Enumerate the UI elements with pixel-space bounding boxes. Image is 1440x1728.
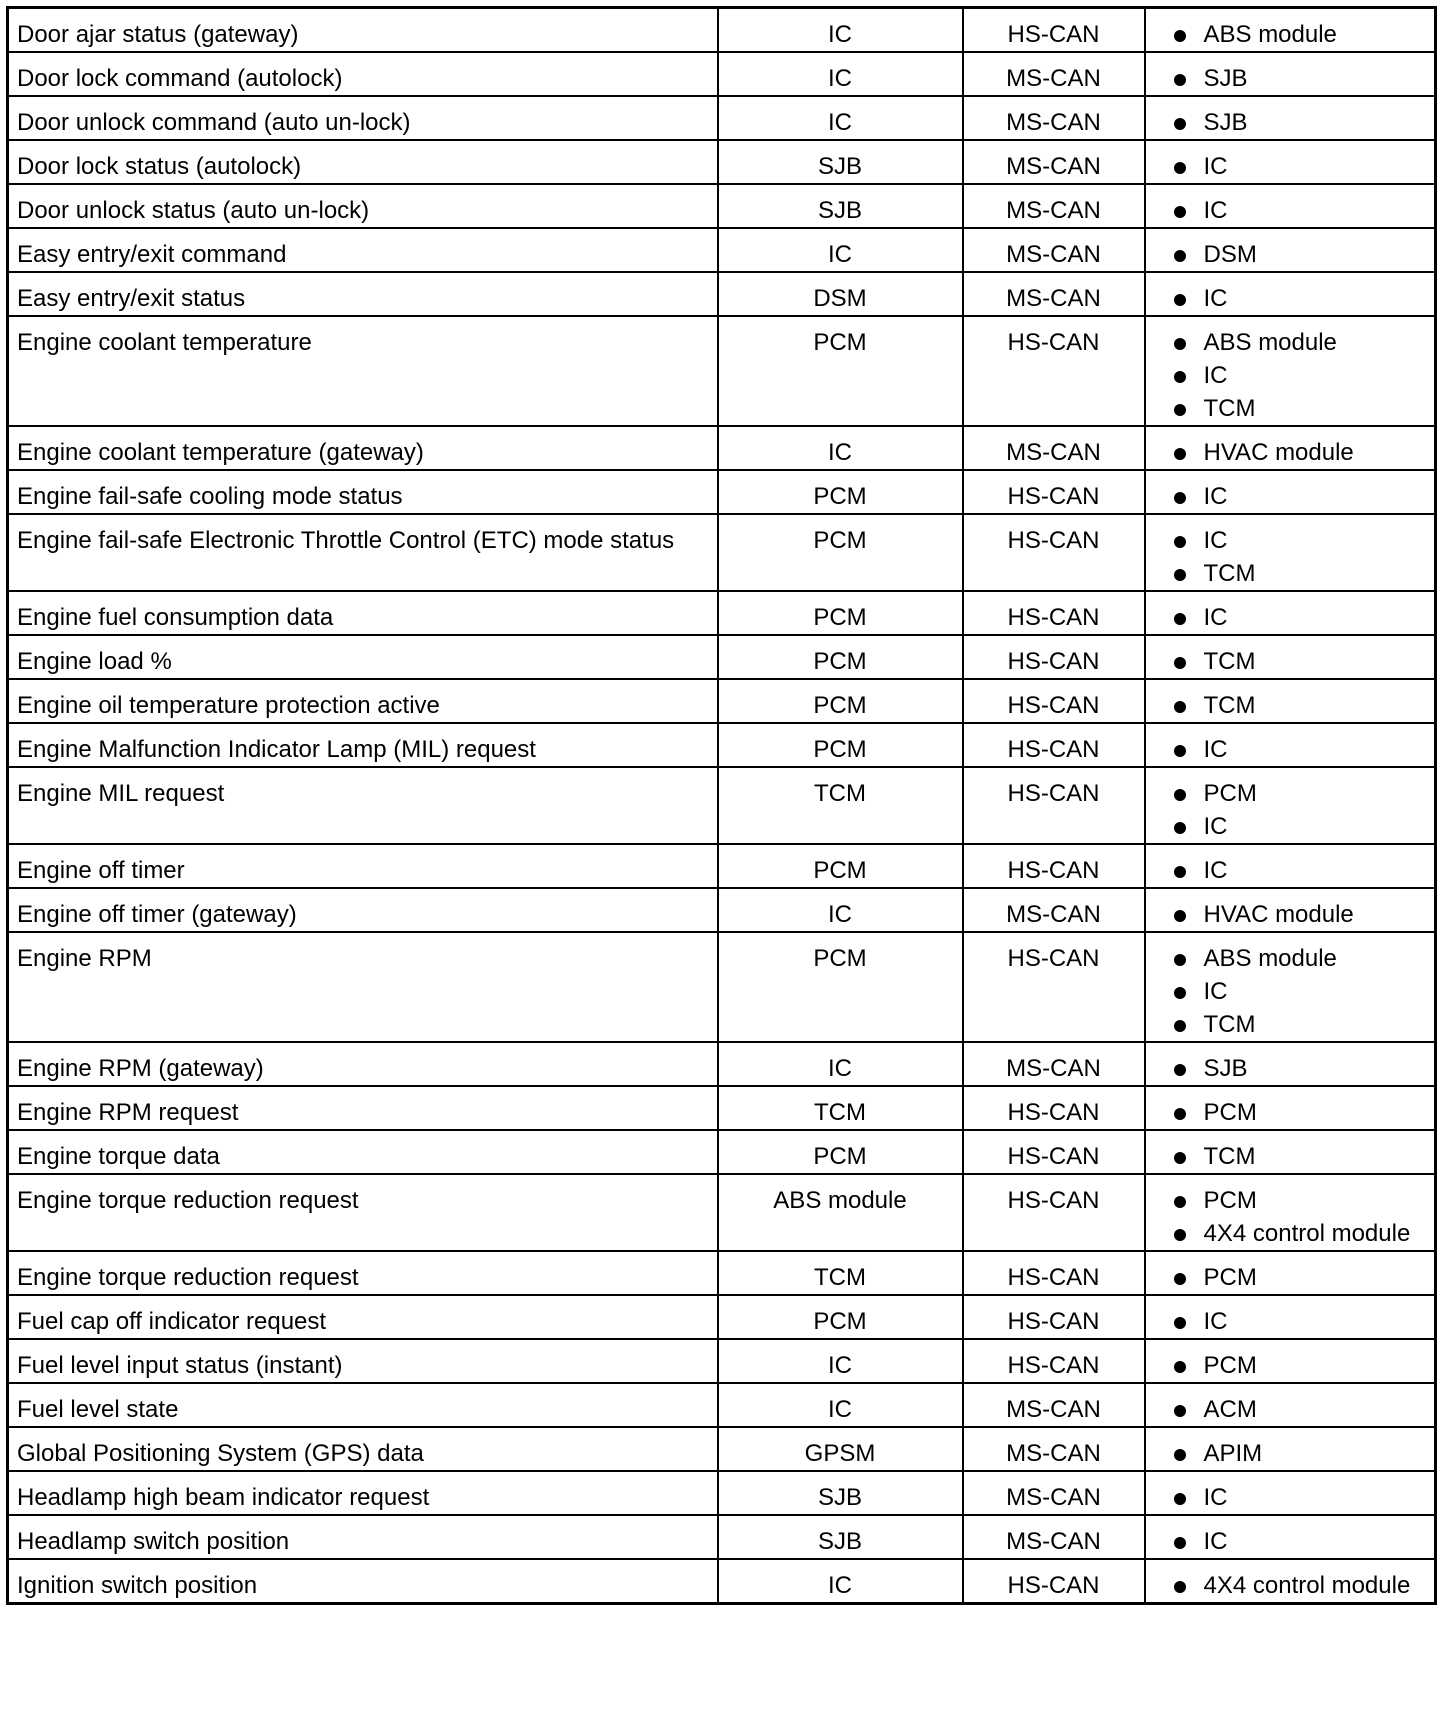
receivers-cell [1145, 723, 1436, 767]
receiver-item: TCM [1154, 392, 1427, 425]
receiver-item: PCM [1154, 1349, 1427, 1382]
network-cell: MS-CAN [963, 228, 1145, 272]
table-row [8, 1295, 1436, 1339]
receiver-list [1154, 645, 1427, 678]
source-module-cell: PCM [718, 1295, 963, 1339]
source-module-cell: IC [718, 8, 963, 53]
can-signal-table [6, 6, 1437, 1605]
source-module-cell: IC [718, 1559, 963, 1604]
table-row [8, 1515, 1436, 1559]
table-row [8, 1130, 1436, 1174]
table-row [8, 932, 1436, 1042]
signal-name-cell: Door unlock command (auto un-lock) [8, 96, 718, 140]
receiver-list [1154, 1184, 1427, 1250]
receiver-item: IC [1154, 194, 1427, 227]
receiver-list [1154, 1393, 1427, 1426]
network-cell: HS-CAN [963, 767, 1145, 844]
table-row [8, 1383, 1436, 1427]
signal-name-cell: Fuel level state [8, 1383, 718, 1427]
source-module-cell: DSM [718, 272, 963, 316]
receivers-cell [1145, 1427, 1436, 1471]
network-cell: HS-CAN [963, 1559, 1145, 1604]
receiver-list [1154, 62, 1427, 95]
receiver-list [1154, 150, 1427, 183]
network-cell: HS-CAN [963, 1295, 1145, 1339]
table-row [8, 1427, 1436, 1471]
receiver-list [1154, 238, 1427, 271]
source-module-cell: IC [718, 1383, 963, 1427]
receivers-cell [1145, 1295, 1436, 1339]
receivers-cell [1145, 1559, 1436, 1604]
signal-name-cell: Fuel level input status (instant) [8, 1339, 718, 1383]
receivers-cell [1145, 635, 1436, 679]
receivers-cell [1145, 1174, 1436, 1251]
source-module-cell: ABS module [718, 1174, 963, 1251]
network-cell: MS-CAN [963, 1427, 1145, 1471]
source-module-cell: IC [718, 1042, 963, 1086]
network-cell: HS-CAN [963, 932, 1145, 1042]
receiver-list [1154, 1569, 1427, 1602]
table-row [8, 8, 1436, 53]
receiver-list [1154, 524, 1427, 590]
receiver-item: TCM [1154, 1140, 1427, 1173]
receiver-item: PCM [1154, 1184, 1427, 1217]
receivers-cell [1145, 8, 1436, 53]
signal-name-cell: Engine coolant temperature [8, 316, 718, 426]
table-row [8, 1251, 1436, 1295]
source-module-cell: PCM [718, 591, 963, 635]
receiver-item: APIM [1154, 1437, 1427, 1470]
signal-name-cell: Engine oil temperature protection active [8, 679, 718, 723]
network-cell: HS-CAN [963, 723, 1145, 767]
signal-name-cell: Engine fuel consumption data [8, 591, 718, 635]
network-cell: HS-CAN [963, 635, 1145, 679]
receiver-list [1154, 1305, 1427, 1338]
source-module-cell: TCM [718, 767, 963, 844]
source-module-cell: SJB [718, 1515, 963, 1559]
signal-name-cell: Headlamp high beam indicator request [8, 1471, 718, 1515]
network-cell: HS-CAN [963, 316, 1145, 426]
source-module-cell: PCM [718, 635, 963, 679]
receivers-cell [1145, 888, 1436, 932]
receiver-item: IC [1154, 359, 1427, 392]
signal-name-cell: Engine RPM request [8, 1086, 718, 1130]
receivers-cell [1145, 679, 1436, 723]
receiver-item: IC [1154, 1481, 1427, 1514]
source-module-cell: PCM [718, 316, 963, 426]
network-cell: MS-CAN [963, 426, 1145, 470]
table-row [8, 96, 1436, 140]
receivers-cell [1145, 1086, 1436, 1130]
signal-name-cell: Door lock command (autolock) [8, 52, 718, 96]
table-row [8, 1339, 1436, 1383]
receiver-item: PCM [1154, 777, 1427, 810]
signal-name-cell: Easy entry/exit command [8, 228, 718, 272]
signal-name-cell: Engine torque reduction request [8, 1251, 718, 1295]
receiver-item: 4X4 control module [1154, 1569, 1427, 1602]
network-cell: MS-CAN [963, 1383, 1145, 1427]
receiver-item: IC [1154, 480, 1427, 513]
receivers-cell [1145, 140, 1436, 184]
network-cell: MS-CAN [963, 1042, 1145, 1086]
receivers-cell [1145, 1042, 1436, 1086]
signal-name-cell: Engine fail-safe cooling mode status [8, 470, 718, 514]
table-row [8, 767, 1436, 844]
source-module-cell: TCM [718, 1251, 963, 1295]
receivers-cell [1145, 591, 1436, 635]
receivers-cell [1145, 52, 1436, 96]
network-cell: MS-CAN [963, 1471, 1145, 1515]
source-module-cell: PCM [718, 723, 963, 767]
receivers-cell [1145, 470, 1436, 514]
receiver-item: IC [1154, 1525, 1427, 1558]
network-cell: HS-CAN [963, 1086, 1145, 1130]
receiver-list [1154, 1525, 1427, 1558]
network-cell: HS-CAN [963, 1130, 1145, 1174]
table-body [8, 8, 1436, 1604]
network-cell: MS-CAN [963, 272, 1145, 316]
source-module-cell: SJB [718, 184, 963, 228]
receiver-item: SJB [1154, 106, 1427, 139]
receivers-cell [1145, 228, 1436, 272]
signal-name-cell: Door ajar status (gateway) [8, 8, 718, 53]
receiver-item: IC [1154, 733, 1427, 766]
table-row [8, 591, 1436, 635]
receiver-item: 4X4 control module [1154, 1217, 1427, 1250]
receivers-cell [1145, 767, 1436, 844]
receiver-list [1154, 1349, 1427, 1382]
receiver-item: SJB [1154, 1052, 1427, 1085]
receivers-cell [1145, 932, 1436, 1042]
table-row [8, 1471, 1436, 1515]
receiver-item: HVAC module [1154, 436, 1427, 469]
receiver-item: PCM [1154, 1261, 1427, 1294]
receiver-item: TCM [1154, 1008, 1427, 1041]
receiver-item: HVAC module [1154, 898, 1427, 931]
table-row [8, 1086, 1436, 1130]
receivers-cell [1145, 1383, 1436, 1427]
table-row [8, 844, 1436, 888]
receivers-cell [1145, 1130, 1436, 1174]
receiver-item: ACM [1154, 1393, 1427, 1426]
receiver-list [1154, 106, 1427, 139]
table-row [8, 470, 1436, 514]
receivers-cell [1145, 316, 1436, 426]
signal-name-cell: Engine torque reduction request [8, 1174, 718, 1251]
source-module-cell: SJB [718, 140, 963, 184]
receiver-list [1154, 1140, 1427, 1173]
network-cell: MS-CAN [963, 184, 1145, 228]
network-cell: HS-CAN [963, 470, 1145, 514]
receiver-item: IC [1154, 1305, 1427, 1338]
receiver-item: IC [1154, 282, 1427, 315]
table-row [8, 635, 1436, 679]
table-row [8, 679, 1436, 723]
receivers-cell [1145, 1251, 1436, 1295]
receiver-list [1154, 942, 1427, 1041]
source-module-cell: IC [718, 96, 963, 140]
receiver-item: ABS module [1154, 326, 1427, 359]
table-row [8, 723, 1436, 767]
receiver-list [1154, 1481, 1427, 1514]
receiver-item: SJB [1154, 62, 1427, 95]
signal-name-cell: Engine off timer [8, 844, 718, 888]
source-module-cell: IC [718, 1339, 963, 1383]
source-module-cell: IC [718, 228, 963, 272]
receivers-cell [1145, 844, 1436, 888]
network-cell: HS-CAN [963, 1174, 1145, 1251]
document-page [6, 6, 1437, 1605]
table-row [8, 1559, 1436, 1604]
receiver-list [1154, 436, 1427, 469]
table-row [8, 514, 1436, 591]
table-row [8, 888, 1436, 932]
network-cell: HS-CAN [963, 1339, 1145, 1383]
receivers-cell [1145, 184, 1436, 228]
signal-name-cell: Engine Malfunction Indicator Lamp (MIL) request [8, 723, 718, 767]
table-row [8, 52, 1436, 96]
signal-name-cell: Engine coolant temperature (gateway) [8, 426, 718, 470]
signal-name-cell: Global Positioning System (GPS) data [8, 1427, 718, 1471]
source-module-cell: IC [718, 426, 963, 470]
receiver-list [1154, 733, 1427, 766]
source-module-cell: IC [718, 52, 963, 96]
network-cell: MS-CAN [963, 52, 1145, 96]
receiver-item: TCM [1154, 645, 1427, 678]
receiver-list [1154, 854, 1427, 887]
table-row [8, 184, 1436, 228]
receiver-item: IC [1154, 854, 1427, 887]
network-cell: HS-CAN [963, 1251, 1145, 1295]
receiver-item: IC [1154, 810, 1427, 843]
receivers-cell [1145, 514, 1436, 591]
table-row [8, 1174, 1436, 1251]
signal-name-cell: Engine RPM [8, 932, 718, 1042]
receivers-cell [1145, 1339, 1436, 1383]
receiver-item: TCM [1154, 689, 1427, 722]
signal-name-cell: Ignition switch position [8, 1559, 718, 1604]
source-module-cell: PCM [718, 1130, 963, 1174]
network-cell: MS-CAN [963, 888, 1145, 932]
receivers-cell [1145, 96, 1436, 140]
receiver-item: IC [1154, 975, 1427, 1008]
network-cell: HS-CAN [963, 8, 1145, 53]
receivers-cell [1145, 1515, 1436, 1559]
network-cell: MS-CAN [963, 1515, 1145, 1559]
receiver-list [1154, 777, 1427, 843]
receiver-item: IC [1154, 524, 1427, 557]
signal-name-cell: Engine torque data [8, 1130, 718, 1174]
receiver-list [1154, 898, 1427, 931]
receiver-list [1154, 689, 1427, 722]
receiver-list [1154, 601, 1427, 634]
table-row [8, 316, 1436, 426]
source-module-cell: TCM [718, 1086, 963, 1130]
table-row [8, 426, 1436, 470]
receiver-list [1154, 1437, 1427, 1470]
signal-name-cell: Engine MIL request [8, 767, 718, 844]
source-module-cell: GPSM [718, 1427, 963, 1471]
signal-name-cell: Engine fail-safe Electronic Throttle Control (ETC) mode status [8, 514, 718, 591]
receiver-item: IC [1154, 601, 1427, 634]
source-module-cell: PCM [718, 514, 963, 591]
network-cell: MS-CAN [963, 96, 1145, 140]
table-row [8, 1042, 1436, 1086]
receiver-item: PCM [1154, 1096, 1427, 1129]
network-cell: HS-CAN [963, 591, 1145, 635]
source-module-cell: IC [718, 888, 963, 932]
network-cell: MS-CAN [963, 140, 1145, 184]
source-module-cell: PCM [718, 679, 963, 723]
receivers-cell [1145, 426, 1436, 470]
signal-name-cell: Easy entry/exit status [8, 272, 718, 316]
receiver-item: IC [1154, 150, 1427, 183]
network-cell: HS-CAN [963, 679, 1145, 723]
receiver-list [1154, 18, 1427, 51]
receivers-cell [1145, 1471, 1436, 1515]
receiver-item: ABS module [1154, 942, 1427, 975]
signal-name-cell: Engine off timer (gateway) [8, 888, 718, 932]
receiver-list [1154, 1052, 1427, 1085]
receiver-item: DSM [1154, 238, 1427, 271]
signal-name-cell: Headlamp switch position [8, 1515, 718, 1559]
source-module-cell: SJB [718, 1471, 963, 1515]
signal-name-cell: Door lock status (autolock) [8, 140, 718, 184]
receiver-list [1154, 1096, 1427, 1129]
network-cell: HS-CAN [963, 844, 1145, 888]
signal-name-cell: Fuel cap off indicator request [8, 1295, 718, 1339]
signal-name-cell: Door unlock status (auto un-lock) [8, 184, 718, 228]
receiver-item: TCM [1154, 557, 1427, 590]
receiver-list [1154, 282, 1427, 315]
table-row [8, 272, 1436, 316]
signal-name-cell: Engine load % [8, 635, 718, 679]
table-row [8, 228, 1436, 272]
source-module-cell: PCM [718, 470, 963, 514]
receiver-list [1154, 194, 1427, 227]
receiver-list [1154, 480, 1427, 513]
receivers-cell [1145, 272, 1436, 316]
source-module-cell: PCM [718, 844, 963, 888]
table-row [8, 140, 1436, 184]
receiver-list [1154, 326, 1427, 425]
signal-name-cell: Engine RPM (gateway) [8, 1042, 718, 1086]
receiver-item: ABS module [1154, 18, 1427, 51]
network-cell: HS-CAN [963, 514, 1145, 591]
source-module-cell: PCM [718, 932, 963, 1042]
receiver-list [1154, 1261, 1427, 1294]
